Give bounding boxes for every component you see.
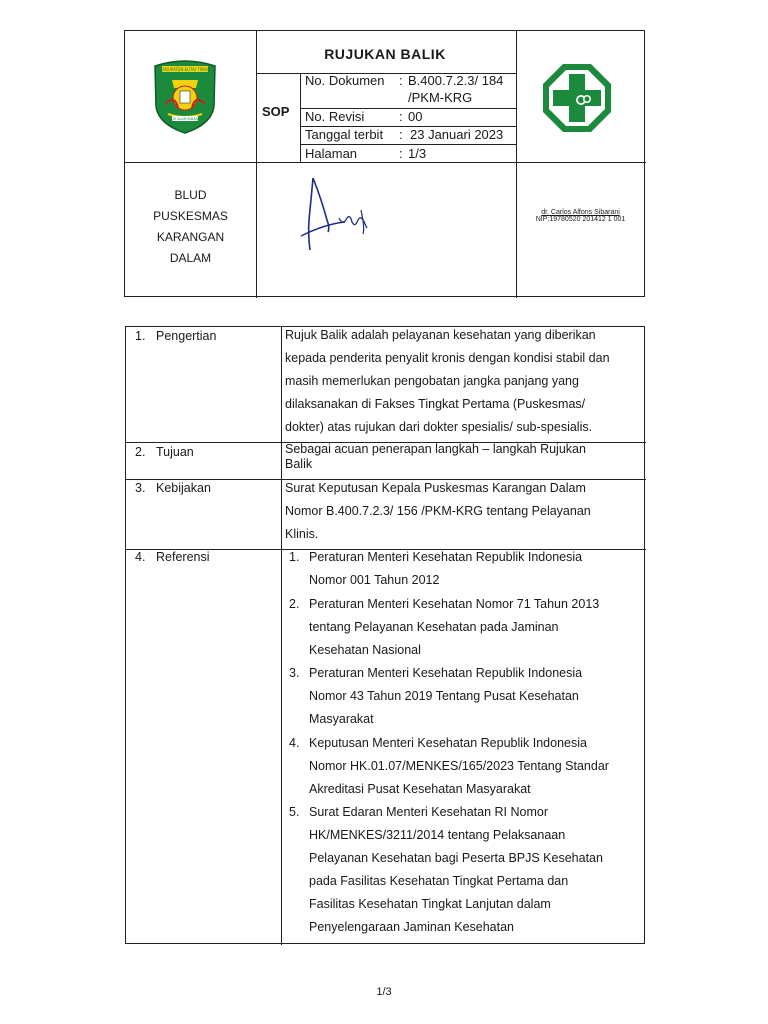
field-sep: : [399, 127, 403, 142]
ref-number: 5. [289, 805, 300, 819]
text-line: Surat Keputusan Kepala Puskesmas Karangan Dalam [285, 481, 586, 495]
field-value-tanggal: 23 Januari 2023 [410, 127, 504, 142]
svg-text:SOE ALAM BIDANG: SOE ALAM BIDANG [169, 117, 201, 121]
text-line: kepada penderita penyalit kronis dengan kondisi stabil dan [285, 351, 610, 365]
field-sep: : [399, 73, 403, 88]
divider [256, 31, 257, 298]
text-line: Nomor HK.01.07/MENKES/165/2023 Tentang Standar [309, 759, 609, 773]
text-line: Peraturan Menteri Kesehatan Republik Indonesia [309, 550, 583, 564]
document-title: RUJUKAN BALIK [324, 46, 446, 62]
ref-item [309, 546, 640, 592]
text-line: Rujuk Balik adalah pelayanan kesehatan yang diberikan [285, 328, 596, 342]
text-line: Keputusan Menteri Kesehatan Republik Indonesia [309, 736, 587, 750]
sop-label: SOP [262, 104, 290, 119]
text-line: Klinis. [285, 527, 319, 541]
row-label: Kebijakan [156, 481, 211, 495]
puskesmas-logo [541, 62, 613, 134]
text-line: Nomor B.400.7.2.3/ 156 /PKM-KRG tentang Pelayanan [285, 504, 591, 518]
text-line: Kesehatan Nasional [309, 643, 421, 657]
ref-number: 3. [289, 666, 300, 680]
text-line: Peraturan Menteri Kesehatan Republik Indonesia [309, 666, 583, 680]
divider [281, 327, 282, 945]
divider [516, 31, 517, 298]
text-line: Masyarakat [309, 712, 374, 726]
text-line: Sebagai acuan penerapan langkah – langkah Rujukan [285, 442, 586, 456]
row-content [285, 324, 640, 439]
signatory-name: dr. Carlos Alfons Sibarani [541, 209, 620, 216]
ref-item [309, 662, 640, 731]
page-number: 1/3 [376, 986, 392, 998]
row-number: 4. [135, 550, 146, 564]
text-line: Pelayanan Kesehatan bagi Peserta BPJS Kesehatan [309, 851, 603, 865]
field-label-halaman: Halaman [305, 146, 358, 161]
text-line: Fasilitas Kesehatan Tingkat Lanjutan dalam [309, 897, 551, 911]
ref-item [309, 732, 640, 801]
signatory [516, 209, 645, 223]
row-number: 3. [135, 481, 146, 495]
institution-line: KARANGAN [156, 230, 225, 244]
ref-item [309, 801, 640, 939]
institution-name [125, 185, 256, 269]
text-line: Nomor 43 Tahun 2019 Tentang Pusat Kesehatan [309, 689, 579, 703]
ref-number: 2. [289, 597, 300, 611]
field-value-revisi: 00 [408, 109, 423, 124]
divider [125, 162, 646, 163]
text-line: Surat Edaran Menteri Kesehatan RI Nomor [309, 805, 549, 819]
divider [300, 73, 301, 162]
text-line: Nomor 001 Tahun 2012 [309, 573, 440, 587]
field-label-dokumen: No. Dokumen [305, 73, 385, 88]
text-line: Penyelengaraan Jaminan Kesehatan [309, 920, 515, 934]
text-line: dilaksanakan di Fakses Tingkat Pertama (Puskesmas/ [285, 397, 586, 411]
signatory-nip: NIP:19780520 201412 1 001 [535, 216, 626, 223]
institution-line: BLUD [174, 188, 207, 202]
signature [295, 170, 385, 260]
text-line: HK/MENKES/3211/2014 tentang Pelaksanaan [309, 828, 566, 842]
text-line: Akreditasi Pusat Kesehatan Masyarakat [309, 782, 531, 796]
row-label: Referensi [156, 550, 210, 564]
field-label-tanggal: Tanggal terbit [305, 127, 384, 142]
text-line: Peraturan Menteri Kesehatan Nomor 71 Tahun 2013 [309, 597, 600, 611]
field-value-halaman: 1/3 [408, 146, 427, 161]
field-value-dokumen: B.400.7.2.3/ 184 [408, 73, 504, 88]
field-value-dokumen-cont: /PKM-KRG [408, 90, 473, 105]
text-line: Balik [285, 457, 313, 471]
ref-number: 4. [289, 736, 300, 750]
institution-line: DALAM [169, 251, 212, 265]
field-sep: : [399, 146, 403, 161]
field-sep: : [399, 109, 403, 124]
ref-number: 1. [289, 550, 300, 564]
svg-text:KABUPATEN KUTAI TIMUR: KABUPATEN KUTAI TIMUR [159, 67, 211, 72]
text-line: masih memerlukan pengobatan jangka panjang yang [285, 374, 579, 388]
text-line: pada Fasilitas Kesehatan Tingkat Pertama dan [309, 874, 569, 888]
field-label-revisi: No. Revisi [305, 109, 365, 124]
ref-item [309, 593, 640, 662]
row-content [285, 442, 640, 472]
text-line: tentang Pelayanan Kesehatan pada Jaminan [309, 620, 559, 634]
institution-line: PUSKESMAS [153, 209, 228, 223]
text-line: dokter) atas rujukan dari dokter spesialis/ sub-spesialis. [285, 420, 593, 434]
divider [300, 144, 516, 145]
row-number: 2. [135, 445, 146, 459]
row-label: Pengertian [156, 329, 217, 343]
regency-logo [150, 58, 220, 134]
row-content [285, 477, 640, 546]
row-label: Tujuan [156, 445, 194, 459]
row-number: 1. [135, 329, 146, 343]
